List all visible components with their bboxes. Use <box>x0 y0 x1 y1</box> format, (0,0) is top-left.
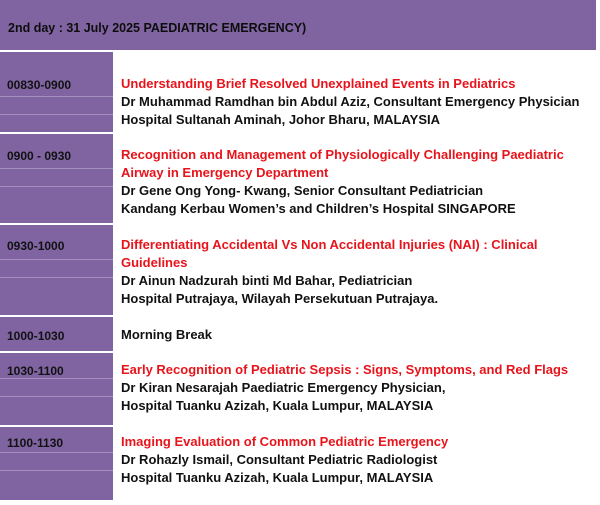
day-title: 2nd day : 31 July 2025 PAEDIATRIC EMERGENCY) <box>8 21 307 35</box>
row-divider <box>0 168 113 169</box>
session-affiliation: Kandang Kerbau Women’s and Children’s Hospital SINGAPORE <box>121 201 516 216</box>
break-label: Morning Break <box>121 327 213 342</box>
session-speaker: Dr Muhammad Ramdhan bin Abdul Aziz, Consultant Emergency Physician <box>121 94 580 109</box>
session-speaker: Dr Kiran Nesarajah Paediatric Emergency Physician, <box>121 380 446 395</box>
session-title: Differentiating Accidental Vs Non Accidental Injuries (NAI) : Clinical Guidelines <box>121 237 538 270</box>
session-divider <box>0 315 113 317</box>
session-speaker: Dr Gene Ong Yong- Kwang, Senior Consultant Pediatrician <box>121 183 484 198</box>
session-time: 1100-1130 <box>7 436 64 450</box>
session-time: 00830-0900 <box>7 78 72 92</box>
row-divider <box>0 186 113 187</box>
session-affiliation: Hospital Tuanku Azizah, Kuala Lumpur, MALAYSIA <box>121 470 434 485</box>
session-divider <box>0 132 113 134</box>
row-divider <box>0 396 113 397</box>
row-divider <box>0 378 113 379</box>
row-divider <box>0 277 113 278</box>
session-time: 0900 - 0930 <box>7 149 72 163</box>
session-speaker: Dr Ainun Nadzurah binti Md Bahar, Pediatrician <box>121 273 413 288</box>
session-affiliation: Hospital Sultanah Aminah, Johor Bharu, MALAYSIA <box>121 112 441 127</box>
row-divider <box>0 452 113 453</box>
session-divider <box>0 425 113 427</box>
time-column <box>0 52 113 500</box>
session-affiliation: Hospital Tuanku Azizah, Kuala Lumpur, MALAYSIA <box>121 398 434 413</box>
row-divider <box>0 470 113 471</box>
row-divider <box>0 259 113 260</box>
row-divider <box>0 96 113 97</box>
session-time: 1000-1030 <box>7 329 65 343</box>
row-divider <box>0 114 113 115</box>
session-title: Imaging Evaluation of Common Pediatric Emergency <box>121 434 449 449</box>
session-time: 0930-1000 <box>7 239 65 253</box>
session-title: Recognition and Management of Physiologically Challenging Paediatric Airway in Emergency Department <box>121 147 564 180</box>
session-title: Early Recognition of Pediatric Sepsis : Signs, Symptoms, and Red Flags <box>121 362 569 377</box>
session-title: Understanding Brief Resolved Unexplained Events in Pediatrics <box>121 76 516 91</box>
session-affiliation: Hospital Putrajaya, Wilayah Persekutuan Putrajaya. <box>121 291 439 306</box>
session-divider <box>0 351 113 353</box>
session-divider <box>0 223 113 225</box>
session-speaker: Dr Rohazly Ismail, Consultant Pediatric Radiologist <box>121 452 438 467</box>
session-time: 1030-1100 <box>7 364 64 378</box>
day-header <box>0 0 596 52</box>
